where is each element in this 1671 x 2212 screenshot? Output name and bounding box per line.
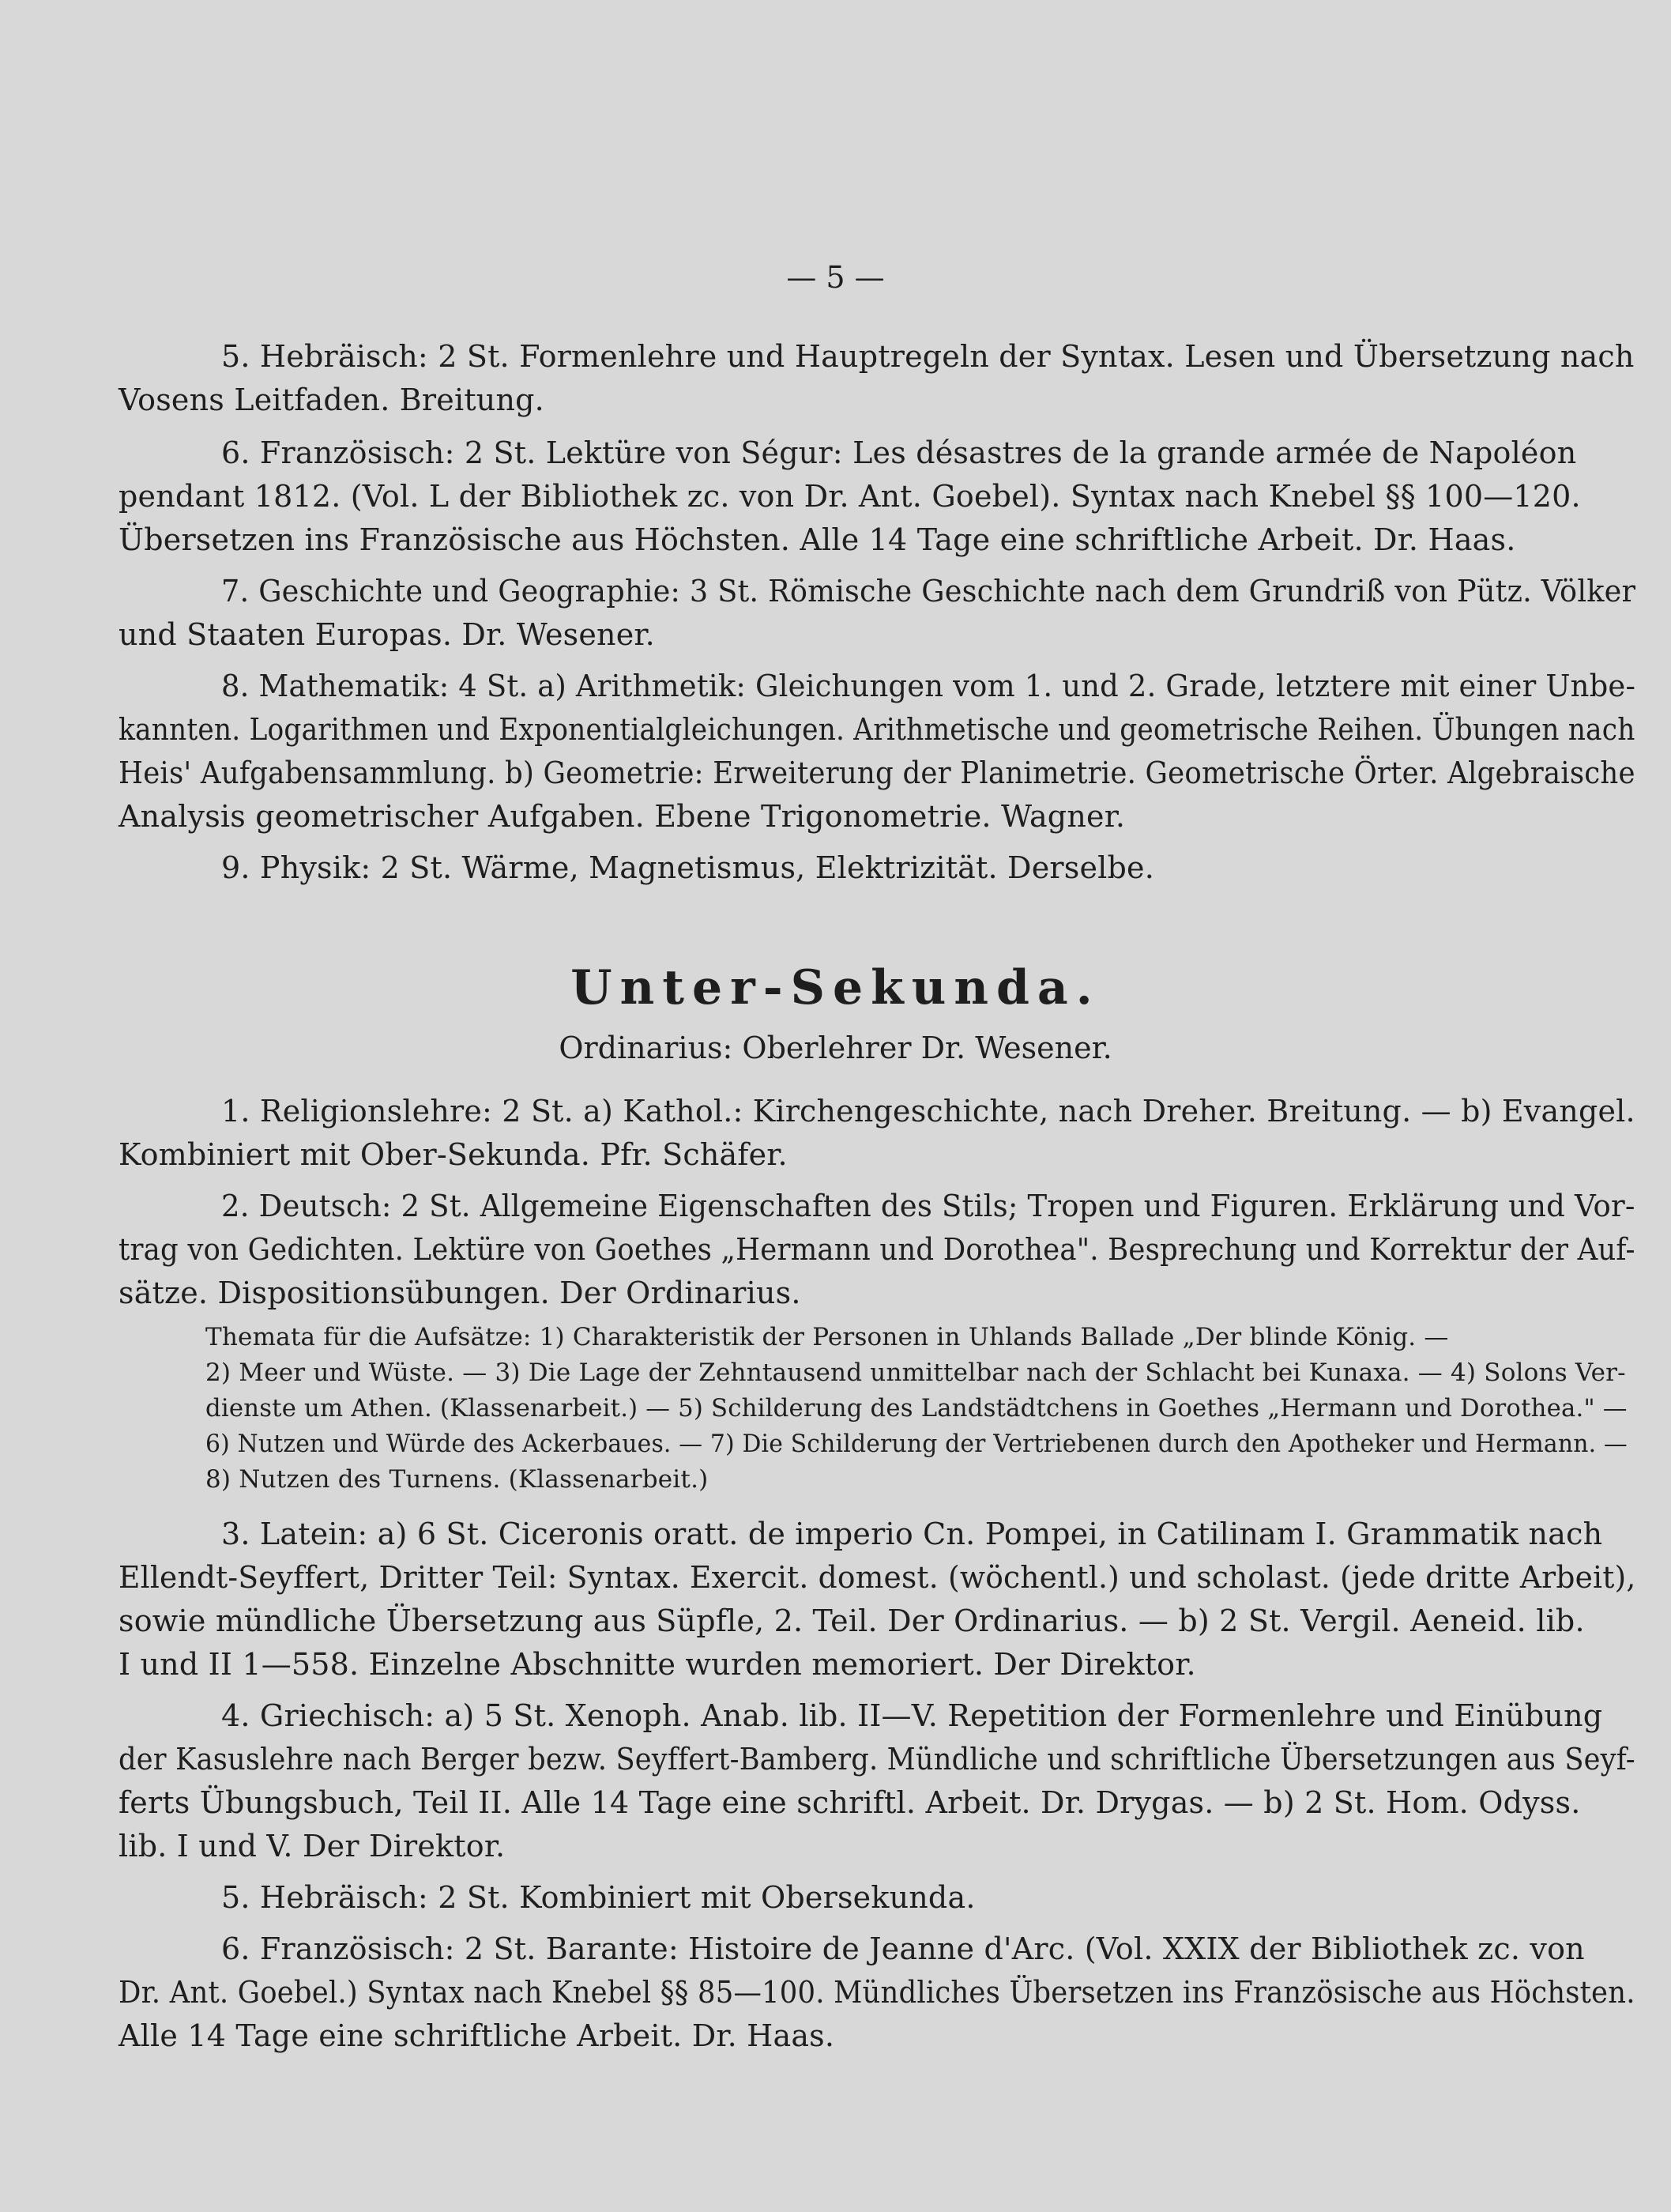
text-line: I und II 1—558. Einzelne Abschnitte wurden memoriert. Der Direktor.: [119, 1647, 1196, 1682]
text-line: lib. I und V. Der Direktor.: [119, 1829, 506, 1863]
text-line: der Kasuslehre nach Berger bezw. Seyffert-Bamberg. Mündliche und schriftliche Übersetzungen aus Seyf-: [119, 1742, 1635, 1777]
text-line: Analysis geometrischer Aufgaben. Ebene Trigonometrie. Wagner.: [119, 799, 1126, 834]
text-line: Heis' Aufgabensammlung. b) Geometrie: Erweiterung der Planimetrie. Geometrische Örter. Algebraische: [119, 756, 1635, 790]
text-line: Ellendt-Seyffert, Dritter Teil: Syntax. Exercit. domest. (wöchentl.) und scholast. (jede dritte Arbeit),: [119, 1560, 1636, 1595]
text-line: 8) Nutzen des Turnens. (Klassenarbeit.): [205, 1465, 709, 1494]
text-line: 4. Griechisch: a) 5 St. Xenoph. Anab. lib. II—V. Repetition der Formenlehre und Einübung: [221, 1698, 1603, 1733]
text-line: 2) Meer und Wüste. — 3) Die Lage der Zehntausend unmittelbar nach der Schlacht bei Kunaxa. — 4) Solons Ver-: [205, 1358, 1626, 1387]
text-line: 8. Mathematik: 4 St. a) Arithmetik: Gleichungen vom 1. und 2. Grade, letztere mit einer Unbe-: [221, 669, 1636, 703]
text-line: kannten. Logarithmen und Exponentialgleichungen. Arithmetische und geometrische Reihen. Übungen nach: [119, 712, 1635, 747]
text-line: 2. Deutsch: 2 St. Allgemeine Eigenschaften des Stils; Tropen und Figuren. Erklärung und Vor-: [221, 1189, 1635, 1223]
text-line: 7. Geschichte und Geographie: 3 St. Römische Geschichte nach dem Grundriß von Pütz. Völker: [221, 574, 1636, 609]
ordinarius-line: Ordinarius: Oberlehrer Dr. Wesener.: [559, 1031, 1112, 1065]
text-line: Themata für die Aufsätze: 1) Charakteristik der Personen in Uhlands Ballade „Der blinde König. —: [205, 1323, 1449, 1351]
text-line: Vosens Leitfaden. Breitung.: [119, 382, 544, 417]
page-number: — 5 —: [786, 260, 885, 295]
text-line: dienste um Athen. (Klassenarbeit.) — 5) Schilderung des Landstädtchens in Goethes „Hermann und Dorothea." —: [205, 1394, 1628, 1423]
text-line: sätze. Dispositionsübungen. Der Ordinarius.: [119, 1276, 801, 1310]
text-line: pendant 1812. (Vol. L der Bibliothek zc. von Dr. Ant. Goebel). Syntax nach Knebel §§ 100—120.: [119, 479, 1581, 514]
text-line: 6. Französisch: 2 St. Barante: Histoire de Jeanne d'Arc. (Vol. XXIX der Bibliothek zc. von: [221, 1931, 1585, 1966]
text-line: trag von Gedichten. Lektüre von Goethes „Hermann und Dorothea". Besprechung und Korrektur der Auf-: [119, 1232, 1635, 1267]
text-line: Kombiniert mit Ober-Sekunda. Pfr. Schäfer.: [119, 1137, 788, 1172]
text-line: 9. Physik: 2 St. Wärme, Magnetismus, Elektrizität. Derselbe.: [221, 850, 1155, 885]
text-line: Dr. Ant. Goebel.) Syntax nach Knebel §§ 85—100. Mündliches Übersetzen ins Französische aus Höchsten.: [119, 1975, 1635, 2010]
text-line: 5. Hebräisch: 2 St. Formenlehre und Hauptregeln der Syntax. Lesen und Übersetzung nach: [221, 339, 1635, 374]
text-line: 6. Französisch: 2 St. Lektüre von Ségur: Les désastres de la grande armée de Napoléon: [221, 435, 1577, 470]
text-line: Übersetzen ins Französische aus Höchsten. Alle 14 Tage eine schriftliche Arbeit. Dr. Haas.: [119, 522, 1516, 557]
text-line: 5. Hebräisch: 2 St. Kombiniert mit Obersekunda.: [221, 1880, 976, 1915]
text-line: und Staaten Europas. Dr. Wesener.: [119, 617, 655, 652]
text-line: 3. Latein: a) 6 St. Ciceronis oratt. de imperio Cn. Pompei, in Catilinam I. Grammatik nach: [221, 1517, 1603, 1551]
text-line: Alle 14 Tage eine schriftliche Arbeit. Dr. Haas.: [119, 2018, 835, 2053]
text-line: 6) Nutzen und Würde des Ackerbaues. — 7) Die Schilderung der Vertriebenen durch den Apotheker und Hermann. —: [205, 1430, 1628, 1458]
text-line: ferts Übungsbuch, Teil II. Alle 14 Tage eine schriftl. Arbeit. Dr. Drygas. — b) 2 St. Hom. Odyss.: [119, 1785, 1581, 1820]
text-line: sowie mündliche Übersetzung aus Süpfle, 2. Teil. Der Ordinarius. — b) 2 St. Vergil. Aeneid. lib.: [119, 1603, 1585, 1638]
section-heading: Unter-Sekunda.: [570, 960, 1101, 1016]
text-line: 1. Religionslehre: 2 St. a) Kathol.: Kirchengeschichte, nach Dreher. Breitung. — b) Evangel.: [221, 1094, 1635, 1129]
